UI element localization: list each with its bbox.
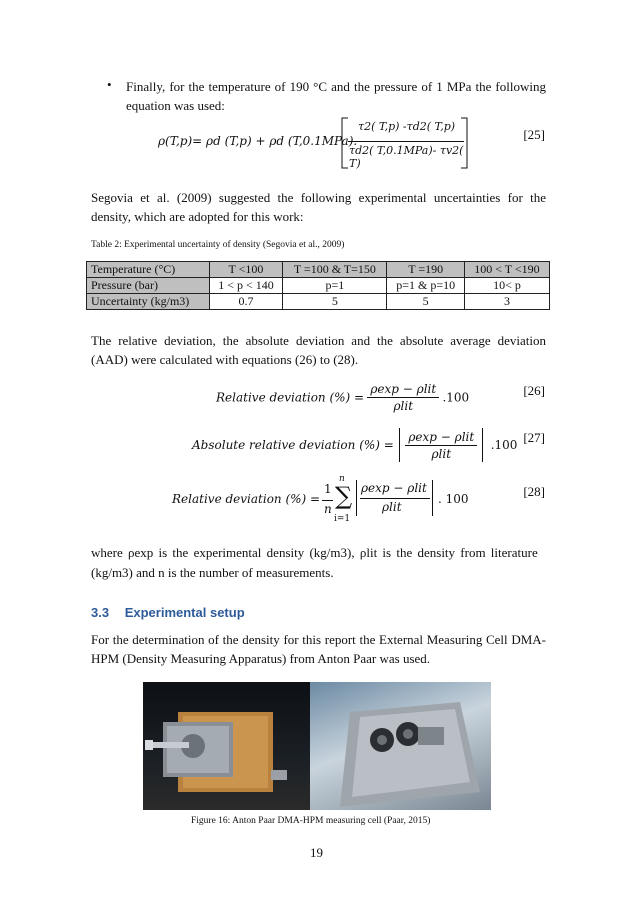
eq28-numerator: ρexp − ρlit bbox=[361, 481, 427, 495]
eq26-numerator: ρexp − ρlit bbox=[367, 381, 439, 398]
eq27-lhs: Absolute relative deviation (%) = bbox=[192, 438, 394, 452]
section-number: 3.3 bbox=[91, 605, 110, 620]
measuring-cell-illustration bbox=[143, 682, 310, 810]
eq25-lhs: ρ(T,p)= ρd (T,p) + ρd (T,0.1MPa). bbox=[158, 134, 358, 148]
table-cell: 10< p bbox=[464, 278, 549, 294]
figure-photo-right bbox=[310, 682, 491, 810]
uncertainty-table bbox=[86, 261, 550, 310]
abs-bar-right bbox=[432, 480, 433, 516]
paragraph-where-line-1: where ρexp is the experimental density (kg/m3), ρlit is the density from literature bbox=[91, 545, 538, 560]
table-header-cell: Temperature (°C) bbox=[87, 262, 210, 278]
eq25-left-bracket bbox=[341, 117, 349, 169]
eq27-denominator: ρlit bbox=[431, 446, 452, 461]
eq26-number: [26] bbox=[523, 383, 545, 398]
measuring-cell-closeup bbox=[310, 682, 491, 810]
eq25-fraction-bar bbox=[348, 141, 464, 142]
bullet-marker: • bbox=[107, 77, 112, 92]
eq28-one: 1 bbox=[324, 482, 332, 496]
eq26-fraction bbox=[367, 381, 439, 414]
eq27-tail: .100 bbox=[490, 438, 518, 452]
eq27-numerator: ρexp − ρlit bbox=[405, 429, 477, 446]
section-title: Experimental setup bbox=[124, 605, 245, 620]
eq26-lhs: Relative deviation (%) = bbox=[216, 390, 365, 405]
table-cell: p=1 & p=10 bbox=[387, 278, 465, 294]
abs-bar-left bbox=[356, 480, 357, 516]
table-header-cell: T <100 bbox=[209, 262, 283, 278]
figure-photo-left bbox=[143, 682, 310, 810]
figure-16-caption: Figure 16: Anton Paar DMA-HPM measuring cell (Paar, 2015) bbox=[191, 816, 431, 826]
table-row bbox=[87, 294, 550, 310]
eq27-number: [27] bbox=[523, 430, 545, 445]
table-header-row bbox=[87, 262, 550, 278]
eq25-number: [25] bbox=[523, 127, 545, 142]
eq26-denominator: ρlit bbox=[393, 399, 414, 413]
paragraph-setup: For the determination of the density for this report the External Measuring Cell DMA-HPM (Density Measuring Apparatus) from Anton Paar was used. bbox=[91, 632, 546, 666]
eq28-fraction-bar bbox=[360, 498, 430, 499]
paragraph-uncertainties: Segovia et al. (2009) suggested the following experimental uncertainties for the density, which are adopted for this work: bbox=[91, 190, 546, 224]
equation-28 bbox=[172, 476, 472, 536]
table-cell: 0.7 bbox=[209, 294, 283, 310]
eq28-one-over-n-bar bbox=[322, 500, 333, 501]
table-2-caption: Table 2: Experimental uncertainty of density (Segovia et al., 2009) bbox=[91, 240, 345, 250]
equation-25 bbox=[158, 117, 468, 169]
equation-26 bbox=[216, 381, 469, 414]
eq28-sum-top: n bbox=[339, 474, 345, 484]
sigma-icon: ∑ bbox=[335, 482, 353, 510]
section-heading bbox=[91, 605, 245, 620]
table-row-header: Pressure (bar) bbox=[87, 278, 210, 294]
table-cell: 3 bbox=[464, 294, 549, 310]
eq25-numerator: τ2( T,p) -τd2( T,p) bbox=[358, 120, 456, 133]
table-header-cell: T =100 & T=150 bbox=[283, 262, 387, 278]
equation-27 bbox=[192, 428, 517, 462]
eq28-number: [28] bbox=[523, 484, 545, 499]
bullet-text: Finally, for the temperature of 190 °C and the pressure of 1 MPa the following equation was used: bbox=[126, 79, 546, 113]
paragraph-where-line-2: (kg/m3) and n is the number of measurements. bbox=[91, 565, 334, 580]
eq28-lhs: Relative deviation (%) = bbox=[172, 492, 321, 506]
eq26-tail: .100 bbox=[442, 390, 470, 405]
table-cell: 5 bbox=[283, 294, 387, 310]
eq25-denominator: τd2( T,0.1MPa)- τv2( T) bbox=[349, 144, 464, 170]
table-row bbox=[87, 278, 550, 294]
table-header-cell: T =190 bbox=[387, 262, 465, 278]
paragraph-deviations: The relative deviation, the absolute deviation and the absolute average deviation (AAD) were calculated with equations (26) to (28). bbox=[91, 333, 546, 367]
abs-bar-left bbox=[399, 428, 400, 462]
abs-bar-right bbox=[482, 428, 483, 462]
table-cell: 5 bbox=[387, 294, 465, 310]
table-row-header: Uncertainty (kg/m3) bbox=[87, 294, 210, 310]
table-cell: p=1 bbox=[283, 278, 387, 294]
eq28-tail: . 100 bbox=[438, 492, 469, 506]
eq25-right-bracket bbox=[460, 117, 468, 169]
page-number: 19 bbox=[310, 845, 323, 860]
table-header-cell: 100 < T <190 bbox=[464, 262, 549, 278]
table-cell: 1 < p < 140 bbox=[209, 278, 283, 294]
eq27-fraction bbox=[405, 429, 477, 462]
eq28-denominator: ρlit bbox=[382, 500, 402, 514]
eq28-sum-bottom: i=1 bbox=[334, 514, 351, 524]
eq28-n: n bbox=[324, 502, 332, 516]
